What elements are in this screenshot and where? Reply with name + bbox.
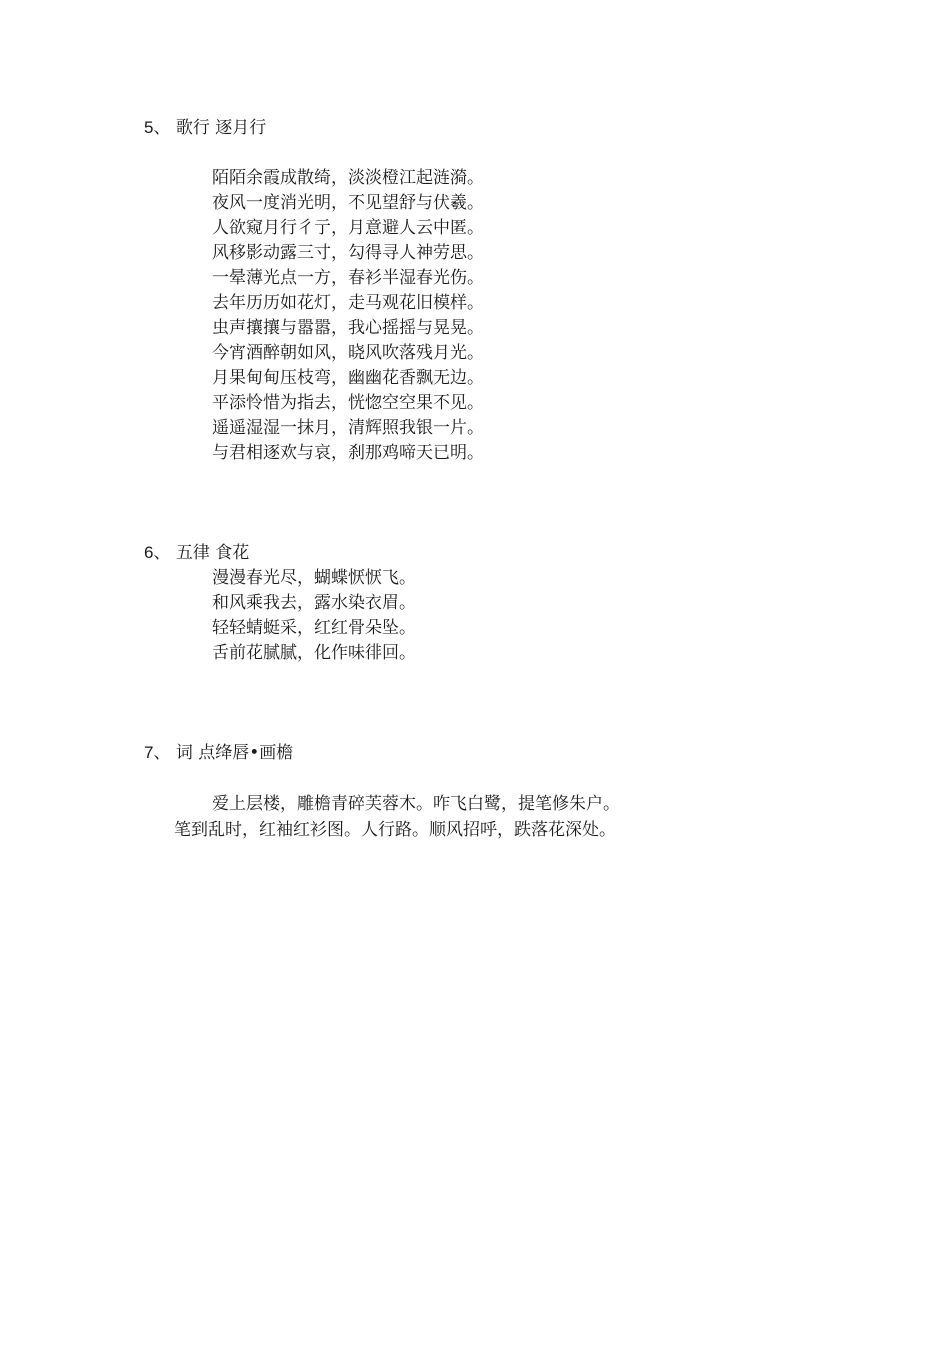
section-number: 5、 [144, 118, 171, 137]
poem-line: 轻轻蜻蜓采，红红骨朵坠。 [212, 618, 416, 638]
ci-text [174, 791, 734, 843]
section-title: 歌行 逐月行 [175, 118, 267, 138]
poem-line: 陌陌余霞成散绮，淡淡橙江起涟漪。 [212, 168, 484, 188]
poem-line: 今宵酒醉朝如风，晓风吹落残月光。 [212, 343, 484, 363]
poem-line: 人欲窥月行彳亍，月意避人云中匿。 [212, 218, 484, 238]
poem-line: 虫声攘攘与嚣嚣，我心摇摇与晃晃。 [212, 318, 484, 338]
section-7-heading [144, 741, 293, 765]
poem-line: 漫漫春光尽，蝴蝶恹恹飞。 [212, 568, 416, 588]
section-number: 7、 [144, 743, 171, 762]
poem-line: 和风乘我去，露水染衣眉。 [212, 593, 416, 613]
poem-lines-5 [212, 166, 484, 466]
section-5-heading [144, 116, 266, 140]
section-6-heading [144, 541, 249, 565]
ci-line-first: 爱上层楼，雕檐青碎芙蓉木。咋飞白鹭，提笔修朱户。 [212, 794, 620, 814]
section-title: 五律 食花 [175, 543, 250, 563]
ci-line-second: 笔到乱时，红袖红衫图。人行路。顺风招呼，跌落花深处。 [174, 820, 616, 840]
poem-lines-6 [212, 566, 416, 666]
poem-line: 月果甸甸压枝弯，幽幽花香飘无边。 [212, 368, 484, 388]
poem-line: 遥遥湿湿一抹月，清辉照我银一片。 [212, 418, 484, 438]
poem-line: 平添怜惜为指去，恍惚空空果不见。 [212, 393, 484, 413]
poem-line: 与君相逐欢与哀，刹那鸡啼天已明。 [212, 443, 484, 463]
section-title: 词 点绛唇•画檐 [175, 743, 294, 763]
poem-line: 夜风一度消光明，不见望舒与伏羲。 [212, 193, 484, 213]
section-number: 6、 [144, 543, 171, 562]
poem-line: 一晕薄光点一方，春衫半湿春光伤。 [212, 268, 484, 288]
poem-line: 去年历历如花灯，走马观花旧模样。 [212, 293, 484, 313]
poem-line: 舌前花腻腻，化作味徘回。 [212, 643, 416, 663]
poem-line: 风移影动露三寸，勾得寻人神劳思。 [212, 243, 484, 263]
